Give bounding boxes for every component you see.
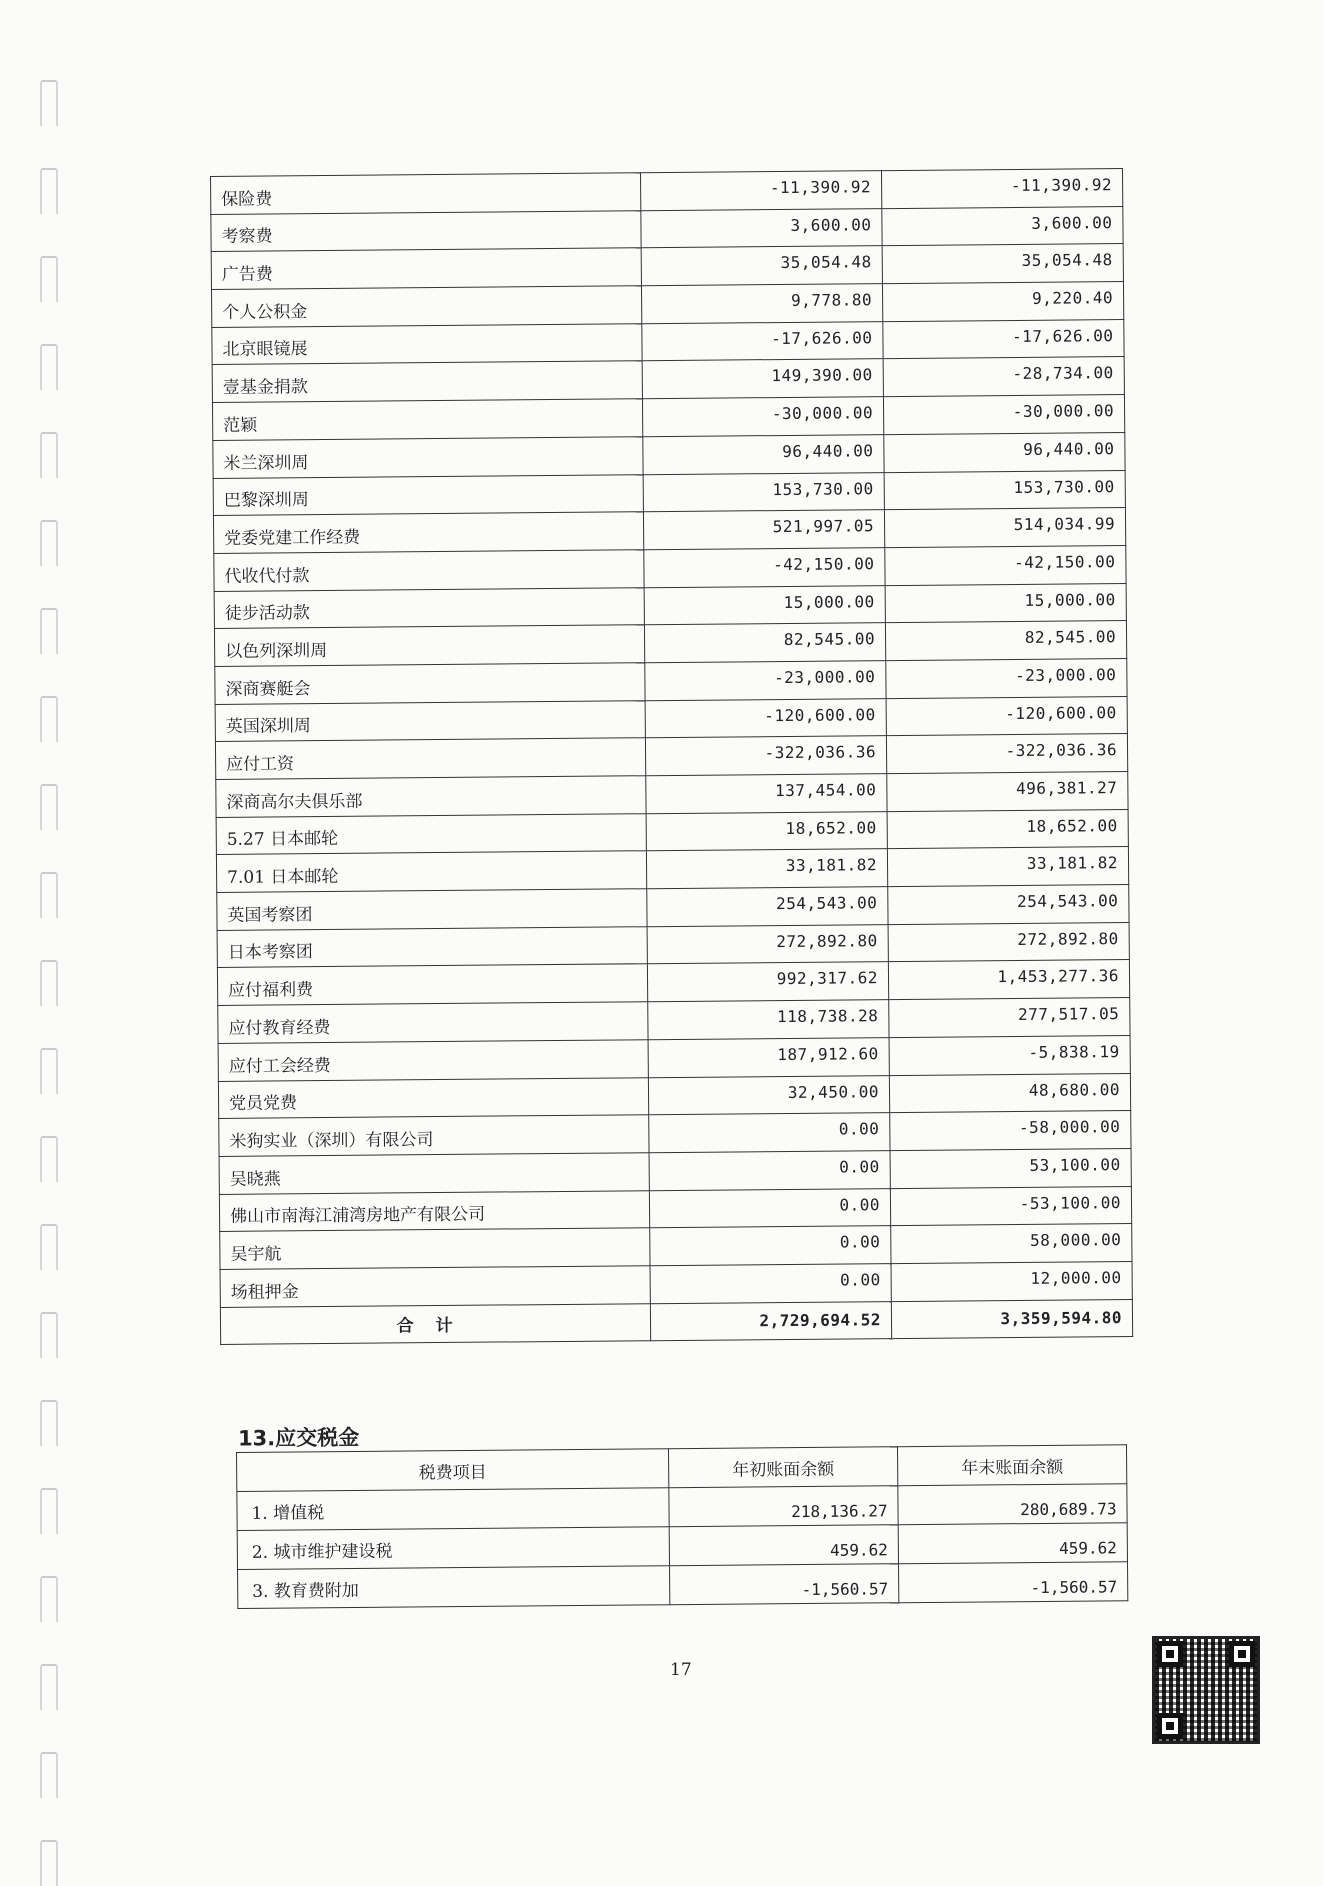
binding-hole (40, 520, 58, 566)
row-item-label: 应付教育经费 (218, 1002, 648, 1043)
header-opening-balance: 年初账面余额 (668, 1447, 897, 1488)
row-opening-balance: 187,912.60 (648, 1037, 889, 1077)
tax-closing-balance: -1,560.57 (899, 1562, 1128, 1603)
total-opening-balance: 2,729,694.52 (650, 1301, 891, 1341)
binding-hole (40, 1664, 58, 1710)
row-opening-balance: 18,652.00 (646, 811, 887, 851)
row-opening-balance: -23,000.00 (645, 661, 886, 701)
row-closing-balance: 48,680.00 (889, 1073, 1130, 1113)
row-closing-balance: 18,652.00 (887, 809, 1128, 849)
row-opening-balance: 0.00 (649, 1113, 890, 1153)
binding-hole (40, 1840, 58, 1886)
binding-hole (40, 256, 58, 302)
row-opening-balance: 15,000.00 (644, 585, 885, 625)
tax-item-label: 1. 增值税 (237, 1488, 669, 1531)
row-closing-balance: 15,000.00 (885, 583, 1126, 623)
binding-hole (40, 1488, 58, 1534)
tax-item-label: 3. 教育费附加 (238, 1566, 670, 1609)
row-closing-balance: 3,600.00 (882, 206, 1123, 246)
row-opening-balance: -11,390.92 (640, 171, 881, 211)
row-opening-balance: 118,738.28 (648, 1000, 889, 1040)
binding-hole (40, 168, 58, 214)
binding-hole (40, 432, 58, 478)
row-closing-balance: 1,453,277.36 (888, 960, 1129, 1000)
row-closing-balance: 58,000.00 (891, 1224, 1132, 1264)
row-item-label: 考察费 (211, 210, 641, 251)
row-closing-balance: -322,036.36 (886, 734, 1127, 774)
row-opening-balance: 96,440.00 (643, 434, 884, 474)
row-closing-balance: 277,517.05 (889, 998, 1130, 1038)
row-item-label: 应付工会经费 (218, 1040, 648, 1081)
row-item-label: 壹基金捐款 (212, 361, 642, 402)
row-item-label: 7.01 日本邮轮 (216, 851, 646, 892)
tax-closing-balance: 280,689.73 (898, 1484, 1127, 1525)
binding-hole (40, 872, 58, 918)
row-closing-balance: 514,034.99 (884, 508, 1125, 548)
row-item-label: 个人公积金 (211, 286, 641, 327)
row-closing-balance: -28,734.00 (883, 357, 1124, 397)
tax-opening-balance: 459.62 (669, 1525, 898, 1566)
tax-closing-balance: 459.62 (898, 1523, 1127, 1564)
row-opening-balance: 32,450.00 (648, 1075, 889, 1115)
row-closing-balance: -42,150.00 (885, 545, 1126, 585)
row-opening-balance: 992,317.62 (647, 962, 888, 1002)
binding-hole (40, 1400, 58, 1446)
row-closing-balance: 35,054.48 (882, 244, 1123, 284)
row-closing-balance: 12,000.00 (891, 1261, 1132, 1301)
row-closing-balance: 496,381.27 (887, 772, 1128, 812)
row-opening-balance: 153,730.00 (643, 472, 884, 512)
row-opening-balance: -42,150.00 (644, 548, 885, 588)
row-item-label: 代收代付款 (214, 550, 644, 591)
binding-hole (40, 784, 58, 830)
row-item-label: 米兰深圳周 (213, 437, 643, 478)
header-closing-balance: 年末账面余额 (897, 1445, 1126, 1486)
row-opening-balance: -17,626.00 (642, 321, 883, 361)
row-opening-balance: 82,545.00 (644, 623, 885, 663)
binding-hole (40, 80, 58, 126)
other-payables-table (210, 168, 1133, 1345)
row-item-label: 米狗实业（深圳）有限公司 (219, 1115, 649, 1156)
header-tax-item: 税费项目 (237, 1449, 669, 1492)
binding-hole (40, 344, 58, 390)
row-closing-balance: 82,545.00 (885, 621, 1126, 661)
row-closing-balance: -53,100.00 (890, 1186, 1131, 1226)
page-number: 17 (670, 1660, 692, 1680)
row-opening-balance: 0.00 (649, 1188, 890, 1228)
row-item-label: 徒步活动款 (214, 587, 644, 628)
binding-hole (40, 608, 58, 654)
row-opening-balance: 149,390.00 (642, 359, 883, 399)
row-item-label: 吴宇航 (220, 1228, 650, 1269)
binding-hole (40, 1136, 58, 1182)
row-opening-balance: -30,000.00 (642, 397, 883, 437)
row-closing-balance: 254,543.00 (888, 885, 1129, 925)
row-opening-balance: 9,778.80 (641, 284, 882, 324)
row-opening-balance: 272,892.80 (647, 924, 888, 964)
row-item-label: 党员党费 (218, 1077, 648, 1118)
row-item-label: 日本考察团 (217, 926, 647, 967)
row-closing-balance: 33,181.82 (887, 847, 1128, 887)
row-opening-balance: 521,997.05 (643, 510, 884, 550)
row-closing-balance: -11,390.92 (881, 169, 1122, 209)
row-opening-balance: 254,543.00 (647, 887, 888, 927)
row-item-label: 吴晓燕 (219, 1153, 649, 1194)
tax-body (237, 1484, 1128, 1609)
row-item-label: 5.27 日本邮轮 (216, 813, 646, 854)
row-opening-balance: 0.00 (649, 1150, 890, 1190)
row-closing-balance: -17,626.00 (883, 319, 1124, 359)
row-closing-balance: 272,892.80 (888, 922, 1129, 962)
tax-item-label: 2. 城市维护建设税 (237, 1527, 669, 1570)
row-item-label: 范颖 (212, 399, 642, 440)
row-closing-balance: -30,000.00 (883, 395, 1124, 435)
ledger-body (211, 169, 1133, 1345)
binding-hole (40, 696, 58, 742)
row-opening-balance: 0.00 (650, 1226, 891, 1266)
row-item-label: 深商赛艇会 (215, 663, 645, 704)
row-closing-balance: -58,000.00 (890, 1111, 1131, 1151)
row-opening-balance: 35,054.48 (641, 246, 882, 286)
tax-opening-balance: 218,136.27 (669, 1486, 898, 1527)
binding-hole (40, 960, 58, 1006)
row-item-label: 保险费 (211, 173, 641, 214)
row-closing-balance: 9,220.40 (882, 282, 1123, 322)
row-item-label: 佛山市南海江浦湾房地产有限公司 (219, 1190, 649, 1231)
row-opening-balance: 0.00 (650, 1264, 891, 1304)
binding-hole (40, 1224, 58, 1270)
binding-hole (40, 1312, 58, 1358)
total-closing-balance: 3,359,594.80 (891, 1299, 1132, 1339)
row-opening-balance: 33,181.82 (646, 849, 887, 889)
binding-holes (40, 0, 64, 1870)
row-item-label: 应付福利费 (217, 964, 647, 1005)
row-closing-balance: 153,730.00 (884, 470, 1125, 510)
row-item-label: 巴黎深圳周 (213, 474, 643, 515)
row-item-label: 深商高尔夫俱乐部 (216, 776, 646, 817)
row-closing-balance: -5,838.19 (889, 1035, 1130, 1075)
row-opening-balance: -120,600.00 (645, 698, 886, 738)
table-row (238, 1562, 1128, 1609)
row-closing-balance: -23,000.00 (886, 658, 1127, 698)
row-closing-balance: -120,600.00 (886, 696, 1127, 736)
total-label: 合计 (220, 1303, 650, 1344)
row-opening-balance: 137,454.00 (646, 774, 887, 814)
row-closing-balance: 96,440.00 (884, 432, 1125, 472)
row-item-label: 英国深圳周 (215, 700, 645, 741)
binding-hole (40, 1752, 58, 1798)
row-item-label: 应付工资 (215, 738, 645, 779)
row-opening-balance: -322,036.36 (645, 736, 886, 776)
row-item-label: 英国考察团 (217, 889, 647, 930)
qr-code-icon (1152, 1636, 1260, 1744)
row-item-label: 场租押金 (220, 1266, 650, 1307)
total-row (220, 1299, 1132, 1345)
tax-opening-balance: -1,560.57 (670, 1564, 899, 1605)
taxes-payable-table (236, 1444, 1128, 1609)
binding-hole (40, 1576, 58, 1622)
row-closing-balance: 53,100.00 (890, 1148, 1131, 1188)
row-opening-balance: 3,600.00 (641, 208, 882, 248)
binding-hole (40, 1048, 58, 1094)
row-item-label: 北京眼镜展 (212, 323, 642, 364)
row-item-label: 广告费 (211, 248, 641, 289)
row-item-label: 以色列深圳周 (214, 625, 644, 666)
row-item-label: 党委党建工作经费 (213, 512, 643, 553)
section-title-taxes: 13.应交税金 (237, 1425, 360, 1451)
